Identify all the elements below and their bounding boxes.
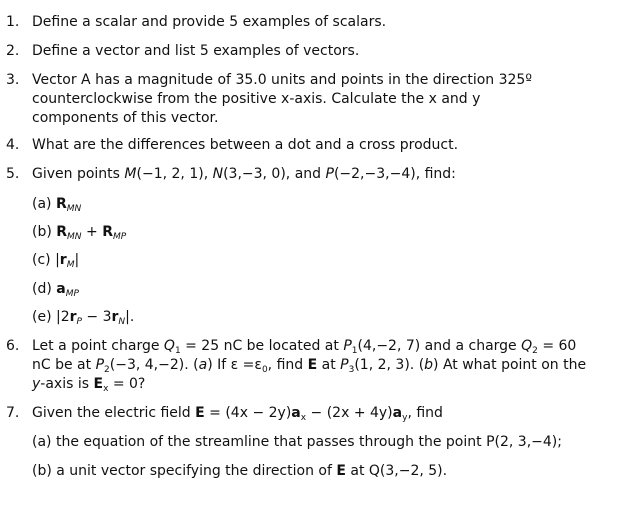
question-number: 2. xyxy=(6,43,20,59)
question-text: Define a scalar and provide 5 examples of scalars. xyxy=(32,14,387,30)
question-number: 7. xyxy=(6,405,20,421)
q7-part-b: (b) a unit vector specifying the direction of E at Q(3,−2, 5). xyxy=(32,463,448,479)
question-text: Given the electric field $E = (4x - 2y)a_x - (2x + 4y)a_y$, find xyxy=(32,405,443,423)
question-text: Given points M(−1, 2, 1), N(3,−3, 0), and P(−2,−3,−4), find: xyxy=(32,166,456,182)
q7-part-a: (a) the equation of the streamline that passes through the point P(2, 3,−4); xyxy=(32,434,562,450)
question-number: 5. xyxy=(6,166,20,182)
question-4 xyxy=(6,136,606,155)
question-5 xyxy=(6,165,606,184)
q5-part-e: (e) $|2r_P - 3r_N|$. xyxy=(32,309,135,327)
question-3 xyxy=(6,71,566,128)
question-text: Define a vector and list 5 examples of vectors. xyxy=(32,43,360,59)
q5-part-b: (b) $R_{MN} + R_{MP}$ xyxy=(32,224,127,242)
question-text: Vector A has a magnitude of 35.0 units and points in the direction 325º counterclockwise from the positive x-axis. Calculate the x and y components of this vector. xyxy=(32,72,532,126)
question-text: What are the differences between a dot and a cross product. xyxy=(32,137,459,153)
q5-part-a: (a) $R_{MN}$ xyxy=(32,196,82,214)
question-number: 1. xyxy=(6,14,20,30)
q5-part-c: (c) $|r_M|$ xyxy=(32,252,80,270)
question-6 xyxy=(6,337,596,394)
question-text: Let a point charge $Q_1 = 25$ nC be located at $P_1(4,-2$, 7) and a charge $Q_2 = 60$ nC be at $P_2(-3$, 4,−2). (a) If $\varepsilon =\varepsilon_0$, find E at $P_3(1$, 2, 3). (b) At what point on the y-axis is $E_x = 0$? xyxy=(32,338,587,394)
question-2 xyxy=(6,42,606,61)
question-number: 3. xyxy=(6,72,20,88)
question-1 xyxy=(6,13,606,32)
q5-part-d: (d) $a_{MP}$ xyxy=(32,281,79,299)
question-number: 4. xyxy=(6,137,20,153)
question-7 xyxy=(6,404,606,423)
question-number: 6. xyxy=(6,338,20,354)
